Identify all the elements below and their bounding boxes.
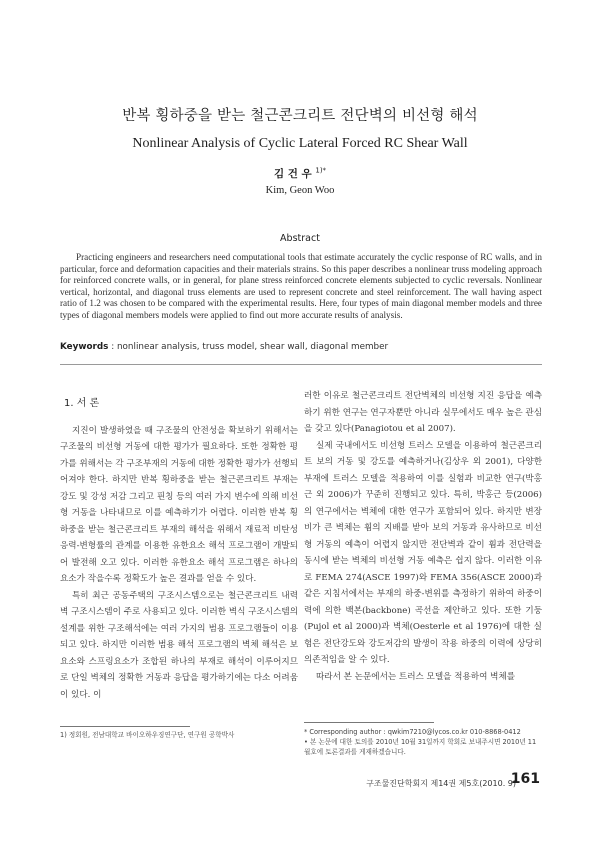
abstract-text: Practicing engineers and researchers need computational tools that estimate accurately the cyclic response of RC walls, and in particular, force and deformation capacities and their materials strains. So this paper describes a nonlinear truss modeling approach for reinforced concrete walls, or in general, for plane stress reinforced concrete elements subjected to cyclic reversals. Nonlinear vertical, horizontal, and diagonal truss elements are used to represent concrete and steel reinforcement. The wall having aspect ratio of 1.2 was chosen to be compared with the experimental results. Here, four types of main diagonal member models and three types of diagonal members models were applied to find out more accurate results of analysis.: [60, 252, 542, 320]
footnote-divider-left: [60, 726, 190, 727]
paper-title-english: Nonlinear Analysis of Cyclic Lateral Forced RC Shear Wall: [132, 136, 468, 151]
footnote-divider-right: [304, 722, 434, 723]
section-divider: [60, 364, 542, 365]
body-paragraph: 따라서 본 논문에서는 트러스 모델을 적용하여 벽체를: [316, 671, 516, 682]
keywords: [60, 342, 542, 352]
keywords-label: Keywords: [60, 342, 109, 352]
footnote-affiliation: 1) 정회원, 전남대학교 바이오하우징연구단, 연구원 공학박사: [60, 731, 235, 739]
body-paragraph: 실제 국내에서도 비선형 트러스 모델을 이용하여 철근콘크리트 보의 거동 및 강도를 예측하거나(김상우 외 2001), 다양한 부재에 트러스 모델을 적용하여 이를 실험과 비교한 연구(박홍근 외 2006)가 꾸준히 진행되고 있다. 특히, 박홍근 등(2006)의 연구에서는 벽체에 대한 연구가 포함되어 있다. 하지만 변장비가 큰 벽체는 휨의 지배를 받아 보의 거동과 유사하므로 비선형 거동의 예측이 어렵지 않지만 전단벽과 같이 휨과 전단력을 동시에 받는 벽체의 비선형 거동 예측은 쉽지 않다. 이러한 이유로 FEMA 274(ASCE 1997)와 FEMA 356(ASCE 2000)과 같은 지침서에서는 부재의 하중-변위를 측정하기 위하여 하중이력에 의한 백본(backbone) 곡선을 제안하고 있다. 또한 기둥(Pujol et al 2000)과 벽체(Oesterle et al 1976)에 대한 실험은 전단강도와 강도저감의 발생이 작용 하중의 이력에 상당히 의존적임을 알 수 있다.: [304, 440, 542, 665]
footnote-correspondence: [304, 727, 542, 757]
author-name-korean: 김 건 우: [273, 168, 312, 180]
body-column-left: [60, 384, 298, 703]
journal-running-footer: 구조물진단학회지 제14권 제5호(2010. 9): [366, 779, 516, 788]
abstract-heading: Abstract: [280, 233, 320, 244]
keywords-text: : nonlinear analysis, truss model, shear wall, diagonal member: [108, 342, 389, 352]
footnote-line: • 본 논문에 대한 토의를 2010년 10월 31일까지 학회로 보내주시면 2010년 11월호에 토론결과를 게재하겠습니다.: [304, 738, 537, 756]
body-paragraph: 특히 최근 공동주택의 구조시스템으로는 철근콘크리트 내력벽 구조시스템이 주로 사용되고 있다. 이러한 벽식 구조시스템의 설계를 위한 구조해석에는 여러 가지의 범용 프로그램들이 이용되고 있다. 하지만 이러한 범용 해석 프로그램의 벽체 해석은 보요소와 스프링요소가 조합된 하나의 부재로 해석이 이루어지므로 단일 벽체의 정확한 거동과 응답을 평가하기에는 다소 어려움이 있다. 이: [60, 590, 298, 700]
footnote-line: * Corresponding author : qwkim7210@lycos.co.kr 010-8868-0412: [304, 728, 521, 736]
paper-title-korean: 반복 횡하중을 받는 철근콘크리트 전단벽의 비선형 해석: [122, 108, 478, 124]
section-heading: 1. 서 론: [64, 398, 100, 409]
body-paragraph: 러한 이유로 철근콘크리트 전단벽체의 비선형 지진 응답을 예측하기 위한 연구는 연구자뿐만 아니라 실무에서도 매우 높은 관심을 갖고 있다(Panagiotou et al 2007).: [304, 391, 542, 434]
body-column-right: [304, 388, 542, 685]
author-english: Kim, Geon Woo: [265, 185, 335, 196]
author-korean: [0, 166, 600, 181]
page-number: 161: [510, 771, 540, 787]
author-affiliation-mark: 1)*: [315, 166, 327, 175]
body-paragraph: 지진이 발생하였을 때 구조물의 안전성을 확보하기 위해서는 구조물의 비선형 거동에 대한 평가가 필요하다. 또한 정확한 평가를 위해서는 각 구조부재의 거동에 대한 정확한 평가가 선행되어져야 한다. 하지만 반복 횡하중을 받는 철근콘크리트 부재는 강도 및 강성 저감 그리고 핀칭 등의 여러 가지 변수에 의해 비선형 거동을 나타내므로 이를 예측하기가 어렵다. 이러한 반복 횡하중을 받는 철근콘크리트 부재의 해석을 위해서 재료적 비탄성 응력-변형률의 관계를 이용한 유한요소 해석 프로그램이 개발되어 발전해 오고 있다. 이러한 유한요소 해석 프로그램은 하나의 요소가 작을수록 정확도가 높은 결과를 얻을 수 있다.: [60, 425, 298, 584]
